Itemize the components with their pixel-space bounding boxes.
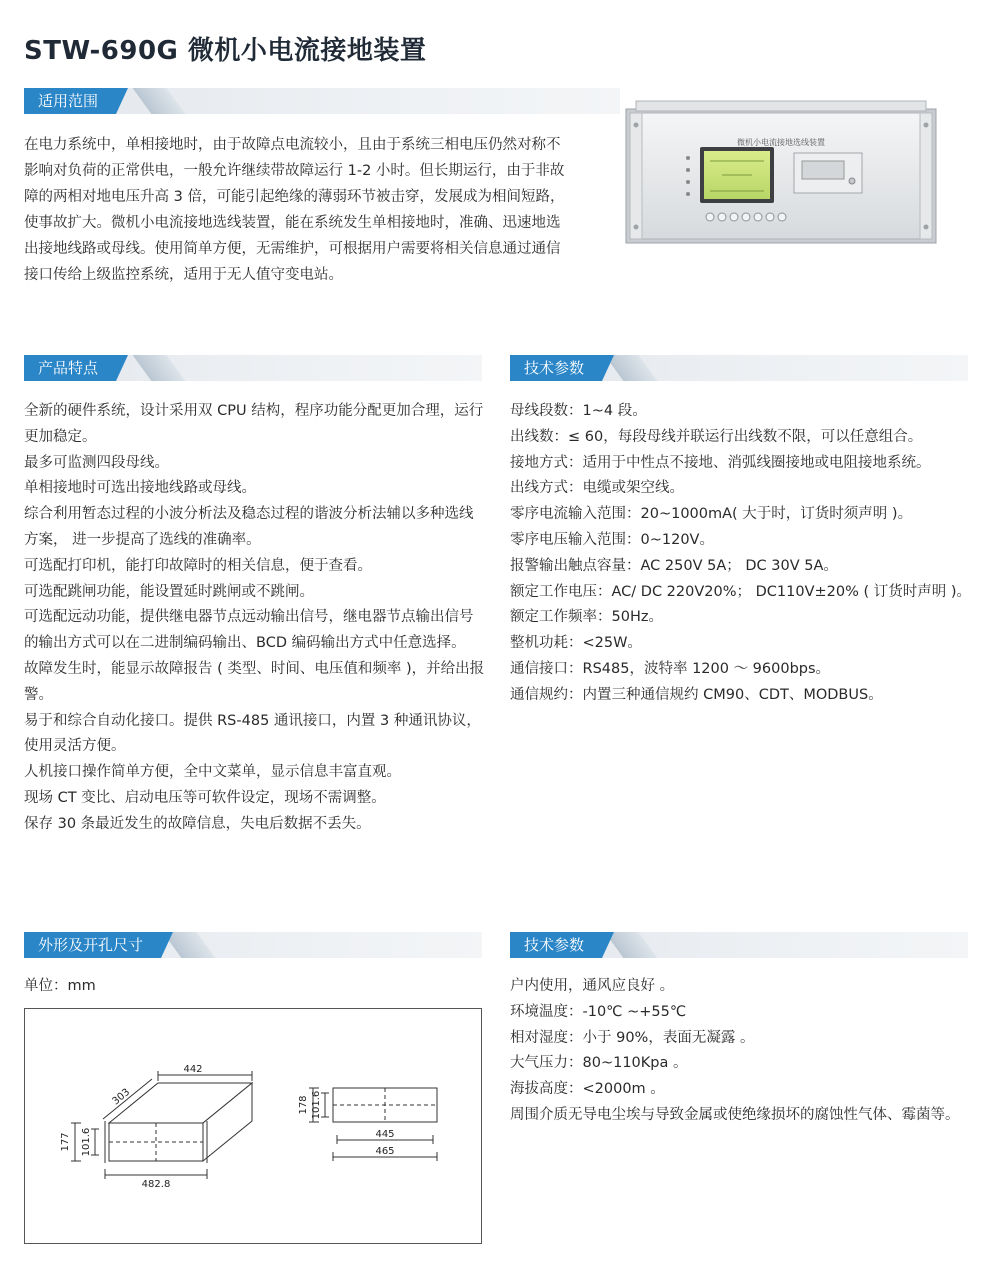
feature-item: 人机接口操作简单方便，全中文菜单，显示信息丰富直观。 <box>24 764 401 781</box>
features-list <box>24 399 486 838</box>
dim-303: 303 <box>110 1086 133 1108</box>
device-image <box>622 95 940 247</box>
dim-101-6-left: 101.6 <box>81 1127 92 1157</box>
tech1-item: 通信规约：内置三种通信规约 CM90、CDT、MODBUS。 <box>510 686 883 703</box>
tech1-item: 接地方式：适用于中性点不接地、消弧线圈接地或电阻接地系统。 <box>510 454 931 471</box>
tech1-item: 额定工作电压：AC/ DC 220V20%； DC110V±20% ( 订货时声明 )。 <box>510 583 972 600</box>
tech1-item: 零序电流输入范围：20~1000mA( 大于时，订货时须声明 )。 <box>510 506 913 523</box>
tech1-list <box>510 399 980 709</box>
tech2-item: 海拔高度：<2000m 。 <box>510 1081 665 1098</box>
dimension-drawing <box>24 1008 482 1244</box>
tech2-item: 环境温度：-10℃ ~+55℃ <box>510 1003 687 1020</box>
feature-item: 现场 CT 变比、启动电压等可软件设定，现场不需调整。 <box>24 789 386 806</box>
feature-item: 保存 30 条最近发生的故障信息，失电后数据不丢失。 <box>24 815 371 832</box>
section-header-scope <box>24 88 620 114</box>
tech2-item: 周围介质无导电尘埃与导致金属或使绝缘损坏的腐蚀性气体、霉菌等。 <box>510 1106 960 1123</box>
tech1-item: 母线段数：1~4 段。 <box>510 403 647 419</box>
section-header-tech2 <box>510 932 968 958</box>
dim-177: 177 <box>60 1132 71 1152</box>
dim-178: 178 <box>298 1095 309 1115</box>
dim-482-8: 482.8 <box>141 1179 171 1190</box>
section-header-features <box>24 355 482 381</box>
tech1-item: 出线方式：电缆或架空线。 <box>510 480 684 497</box>
unit-label: 单位：mm <box>24 978 96 994</box>
tech1-item: 报警输出触点容量：AC 250V 5A； DC 30V 5A。 <box>510 557 838 574</box>
page-title: STW-690G 微机小电流接地装置 <box>24 36 427 66</box>
feature-item: 可选配跳闸功能，能设置延时跳闸或不跳闸。 <box>24 583 314 600</box>
feature-item: 综合利用暂态过程的小波分析法及稳态过程的谐波分析法辅以多种选线方案， 进一步提高了选线的准确率。 <box>24 506 474 548</box>
tech2-item: 户内使用，通风应良好 。 <box>510 978 675 994</box>
feature-item: 易于和综合自动化接口。提供 RS-485 通讯接口，内置 3 种通讯协议，使用灵活方便。 <box>24 712 481 755</box>
tech2-item: 大气压力：80~110Kpa 。 <box>510 1055 688 1072</box>
dim-442: 442 <box>183 1064 203 1075</box>
feature-item: 可选配打印机，能打印故障时的相关信息，便于查看。 <box>24 557 372 574</box>
section-header-dimensions <box>24 932 482 958</box>
tech1-item: 额定工作频率：50Hz。 <box>510 609 663 626</box>
dim-445: 445 <box>375 1129 395 1140</box>
feature-item: 故障发生时，能显示故障报告 ( 类型、时间、电压值和频率 )，并给出报警。 <box>24 660 485 703</box>
section-header-tech1 <box>510 355 968 381</box>
tech1-item: 出线数：≤ 60，每段母线并联运行出线数不限，可以任意组合。 <box>510 428 923 445</box>
tech2-item: 相对湿度：小于 90%，表面无凝露 。 <box>510 1029 755 1046</box>
dim-101-6-right: 101.6 <box>311 1090 322 1120</box>
section-label-tech2: 技术参数 <box>510 932 602 958</box>
feature-item: 全新的硬件系统，设计采用双 CPU 结构，程序功能分配更加合理，运行更加稳定。 <box>24 403 484 445</box>
feature-item: 单相接地时可选出接地线路或母线。 <box>24 480 256 497</box>
tech1-item: 零序电压输入范围：0~120V。 <box>510 531 714 548</box>
section-label-dimensions: 外形及开孔尺寸 <box>24 932 161 958</box>
tech1-item: 整机功耗：<25W。 <box>510 635 642 652</box>
section-label-scope: 适用范围 <box>24 88 116 114</box>
feature-item: 最多可监测四段母线。 <box>24 454 169 471</box>
device-panel-title: 微机小电流接地选线装置 <box>737 138 825 147</box>
dim-465: 465 <box>375 1146 395 1157</box>
tech1-item: 通信接口：RS485，波特率 1200 ～ 9600bps。 <box>510 660 831 677</box>
scope-text: 在电力系统中，单相接地时，由于故障点电流较小，且由于系统三相电压仍然对称不影响对负荷的正常供电，一般允许继续带故障运行 1-2 小时。但长期运行，由于非故障的两相对地电压升高 3 倍，可能引起绝缘的薄弱环节被击穿，发展成为相间短路，使事故扩大。微机小电流接地选线装置，能在系统发生单相接地时，准确、迅速地选出接地线路或母线。使用简单方便，无需维护，可根据用户需要将相关信息通过通信接口传给上级监控系统，适用于无人值守变电站。 <box>24 137 565 283</box>
section-label-tech1: 技术参数 <box>510 355 602 381</box>
tech2-list <box>510 974 972 1129</box>
feature-item: 可选配远动功能，提供继电器节点远动输出信号，继电器节点输出信号的输出方式可以在二进制编码输出、BCD 编码输出方式中任意选择。 <box>24 609 474 652</box>
section-label-features: 产品特点 <box>24 355 116 381</box>
